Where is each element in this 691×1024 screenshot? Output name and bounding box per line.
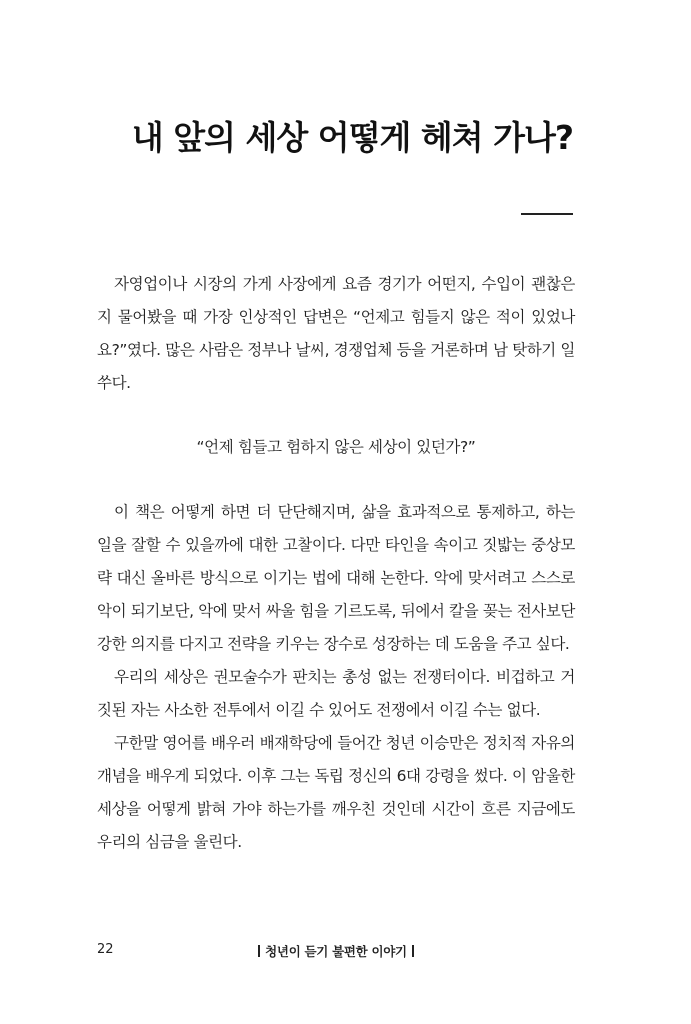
running-title-text: 청년이 듣기 불편한 이야기 [265,944,407,959]
left-bar-divider [258,945,260,957]
right-bar-divider [412,945,414,957]
title-divider [521,213,573,215]
running-title [97,942,575,960]
chapter-title: 내 앞의 세상 어떻게 헤쳐 가나? [131,118,573,157]
paragraph-world-battlefield: 우리의 세상은 권모술수가 판치는 총성 없는 전쟁터이다. 비겁하고 거짓된 자는 사소한 전투에서 이길 수 있어도 전쟁에서 이길 수는 없다. [97,668,575,719]
paragraph-book-purpose: 이 책은 어떻게 하면 더 단단해지며, 삶을 효과적으로 통제하고, 하는 일을 잘할 수 있을까에 대한 고찰이다. 다만 타인을 속이고 짓밟는 중상모략 대신 올바른 방식으로 이기는 법에 대해 논한다. 악에 맞서려고 스스로 악이 되기보단, 악에 맞서 싸울 힘을 기르도록, 뒤에서 칼을 꽂는 전사보단 강한 의지를 다지고 전략을 키우는 장수로 성장하는 데 도움을 주고 싶다. [97,503,575,653]
page-footer [97,942,575,966]
quote-line: “언제 힘들고 험하지 않은 세상이 있던가?” [196,438,476,456]
body-text [97,268,575,859]
paragraph-intro: 자영업이나 시장의 가게 사장에게 요즘 경기가 어떤지, 수입이 괜찮은지 물어봤을 때 가장 인상적인 답변은 “언제고 힘들지 않은 적이 있었나요?”였다. 많은 사람은 정부나 날씨, 경쟁업체 등을 거론하며 남 탓하기 일쑤다. [97,275,575,392]
paragraph-history: 구한말 영어를 배우러 배재학당에 들어간 청년 이승만은 정치적 자유의 개념을 배우게 되었다. 이후 그는 독립 정신의 6대 강령을 썼다. 이 암울한 세상을 어떻게 밝혀 가야 하는가를 깨우친 것인데 시간이 흐른 지금에도 우리의 심금을 울린다. [97,734,575,851]
page-number: 22 [97,942,114,957]
